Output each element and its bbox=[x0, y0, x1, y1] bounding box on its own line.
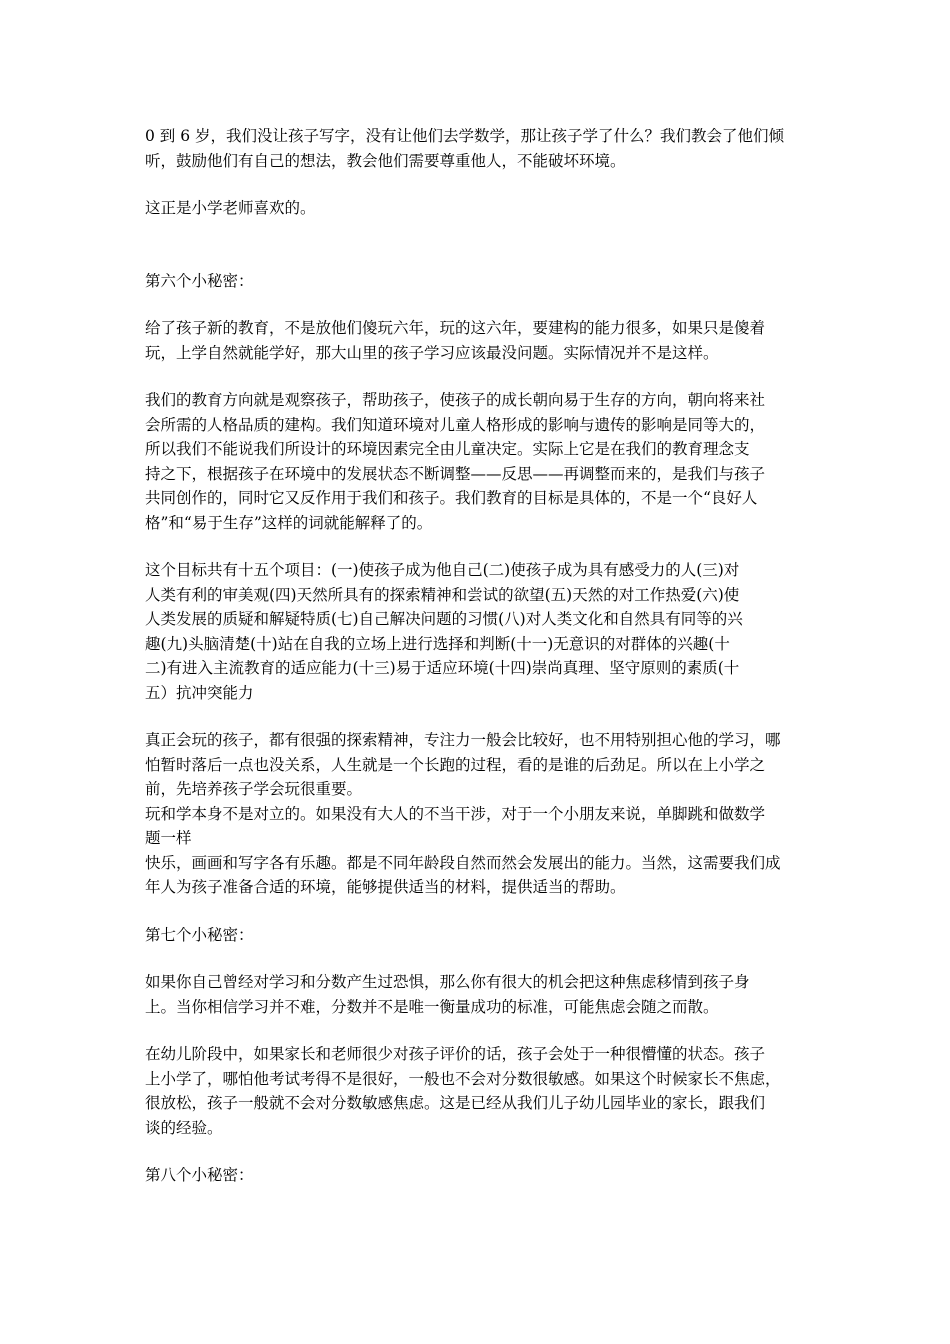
text-line: 人类发展的质疑和解疑特质(七)自己解决问题的习惯(八)对人类文化和自然具有同等的兴 bbox=[145, 610, 743, 628]
heading-text: 第八个小秘密： bbox=[145, 1166, 254, 1184]
text-line: 格”和“易于生存”这样的词就能解释了的。 bbox=[145, 513, 433, 532]
section-heading-6 bbox=[145, 269, 815, 294]
text-line: 真正会玩的孩子，都有很强的探索精神，专注力一般会比较好，也不用特别担心他的学习，哪 bbox=[145, 731, 781, 749]
text-line: 上小学了，哪怕他考试考得不是很好，一般也不会对分数很敏感。如果这个时候家长不焦虑， bbox=[145, 1069, 781, 1088]
paragraph-new-education bbox=[145, 316, 815, 365]
text-line: 二)有进入主流教育的适应能力(十三)易于适应环境(十四)崇尚真理、坚守原则的素质(十 bbox=[145, 659, 740, 677]
heading-text: 第七个小秘密： bbox=[145, 925, 254, 944]
text-line: 年人为孩子准备合适的环境，能够提供适当的材料，提供适当的帮助。 bbox=[145, 878, 626, 896]
text-line: 共同创作的，同时它又反作用于我们和孩子。我们教育的目标是具体的，不是一个“良好人 bbox=[145, 489, 758, 507]
text-line: 玩和学本身不是对立的。如果没有大人的不当干涉，对于一个小朋友来说，单脚跳和做数学 bbox=[145, 804, 766, 823]
heading-text: 第六个小秘密： bbox=[145, 271, 254, 290]
paragraph-intro bbox=[145, 124, 815, 173]
paragraph-education-direction bbox=[145, 388, 815, 535]
paragraph-kindergarten bbox=[145, 1042, 815, 1140]
text-line: 上。当你相信学习并不难，分数并不是唯一衡量成功的标准，可能焦虑会随之而散。 bbox=[145, 997, 719, 1016]
text-line: 我们的教育方向就是观察孩子，帮助孩子，使孩子的成长朝向易于生存的方向，朝向将来社 bbox=[145, 391, 766, 409]
text-line: 如果你自己曾经对学习和分数产生过恐惧，那么你有很大的机会把这种焦虑移情到孩子身 bbox=[145, 973, 750, 991]
paragraph-fifteen-goals bbox=[145, 558, 815, 705]
text-line: 前，先培养孩子学会玩很重要。 bbox=[145, 780, 363, 798]
text-line: 0 到 6 岁，我们没让孩子写字，没有让他们去学数学，那让孩子学了什么？我们教会了他们倾 bbox=[145, 127, 785, 145]
text-line: 很放松，孩子一般就不会对分数敏感焦虑。这是已经从我们儿子幼儿园毕业的家长，跟我们 bbox=[145, 1094, 766, 1112]
text-line: 会所需的人格品质的建构。我们知道环境对儿童人格形成的影响与遗传的影响是同等大的， bbox=[145, 415, 766, 434]
text-line: 给了孩子新的教育，不是放他们傻玩六年，玩的这六年，要建构的能力很多，如果只是傻着 bbox=[145, 319, 766, 337]
text-line: 听，鼓励他们有自己的想法，教会他们需要尊重他人，不能破坏环境。 bbox=[145, 151, 626, 170]
section-heading-8 bbox=[145, 1163, 815, 1188]
text-line: 题一样 bbox=[145, 829, 192, 847]
paragraph-anxiety bbox=[145, 970, 815, 1019]
text-line: 谈的经验。 bbox=[145, 1118, 223, 1137]
document-body bbox=[145, 124, 815, 1188]
text-line: 人类有利的审美观(四)天然所具有的探索精神和尝试的欲望(五)天然的对工作热爱(六)使 bbox=[145, 585, 740, 604]
text-line: 快乐，画画和写字各有乐趣。都是不同年龄段自然而然会发展出的能力。当然，这需要我们成 bbox=[145, 853, 781, 872]
paragraph-play bbox=[145, 728, 815, 900]
text-line: 这正是小学老师喜欢的。 bbox=[145, 199, 316, 217]
text-line: 趣(九)头脑清楚(十)站在自我的立场上进行选择和判断(十一)无意识的对群体的兴趣(十 bbox=[145, 634, 730, 653]
text-line: 在幼儿阶段中，如果家长和老师很少对孩子评价的话，孩子会处于一种很懵懂的状态。孩子 bbox=[145, 1045, 766, 1063]
text-line: 所以我们不能说我们所设计的环境因素完全由儿童决定。实际上它是在我们的教育理念支 bbox=[145, 440, 750, 458]
text-line: 玩，上学自然就能学好，那大山里的孩子学习应该最没问题。实际情况并不是这样。 bbox=[145, 343, 719, 362]
paragraph-teacher-likes bbox=[145, 196, 815, 221]
section-heading-7 bbox=[145, 923, 815, 948]
text-line: 怕暂时落后一点也没关系，人生就是一个长跑的过程，看的是谁的后劲足。所以在上小学之 bbox=[145, 755, 766, 774]
text-line: 持之下，根据孩子在环境中的发展状态不断调整——反思——再调整而来的，是我们与孩子 bbox=[145, 464, 766, 483]
text-line: 五）抗冲突能力 bbox=[145, 683, 254, 702]
text-line: 这个目标共有十五个项目：(一)使孩子成为他自己(二)使孩子成为具有感受力的人(三)对 bbox=[145, 561, 740, 579]
